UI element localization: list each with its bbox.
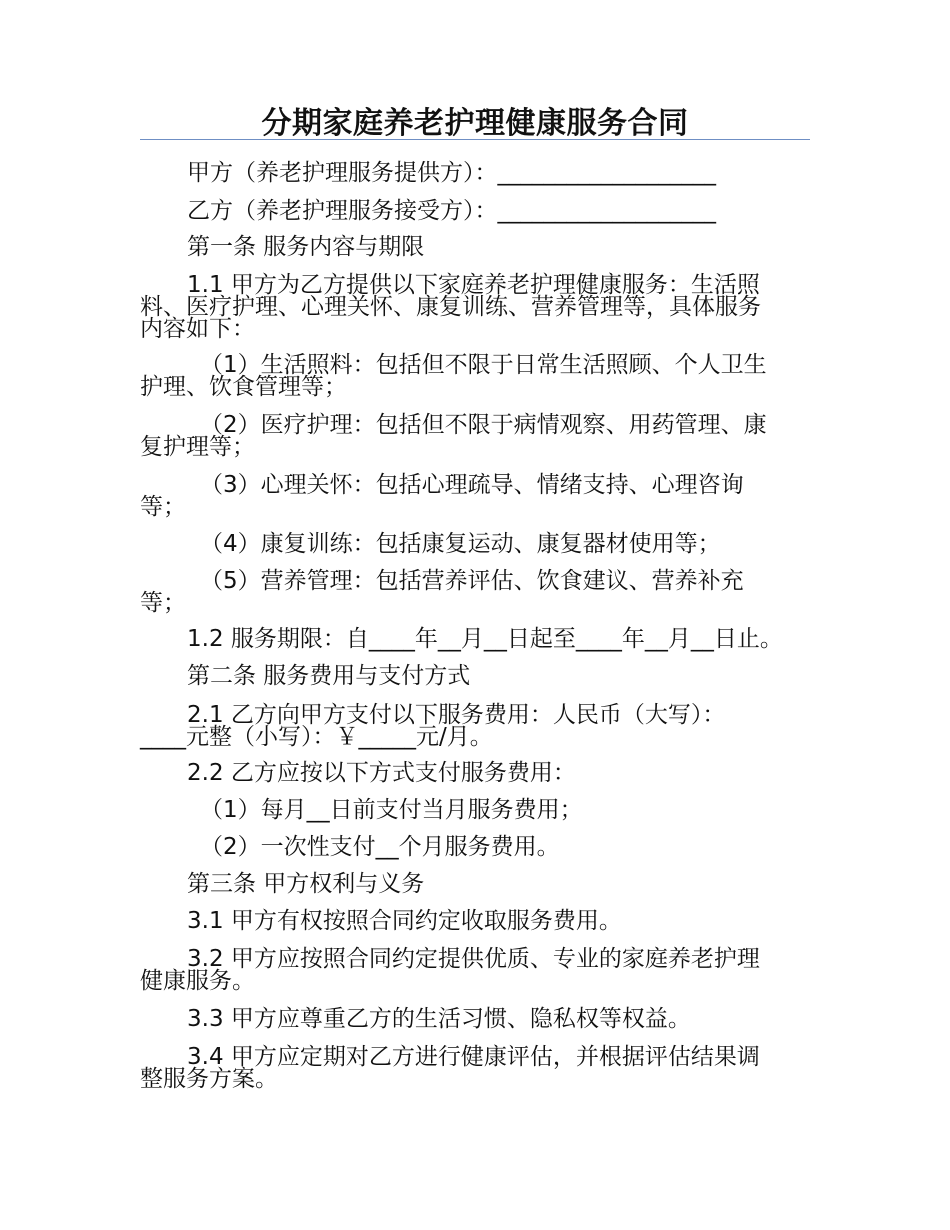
article-3-heading: 第三条 甲方权利与义务 (187, 871, 425, 897)
article-1-heading: 第一条 服务内容与期限 (187, 234, 425, 260)
item-1-daily-care: （1）生活照料：包括但不限于日常生活照顾、个人卫生 护理、饮食管理等； (140, 352, 767, 400)
clause-2-2-payment: 2.2 乙方应按以下方式支付服务费用： (187, 760, 576, 786)
document-title: 分期家庭养老护理健康服务合同 (261, 106, 689, 141)
clause-3-3: 3.3 甲方应尊重乙方的生活习惯、隐私权等权益。 (187, 1006, 691, 1032)
clause-2-1-fee: 2.1 乙方向甲方支付以下服务费用：人民币（大写）： ____元整（小写）：￥_____元/月。 (140, 702, 726, 750)
article-2-heading: 第二条 服务费用与支付方式 (187, 663, 471, 689)
clause-3-1: 3.1 甲方有权按照合同约定收取服务费用。 (187, 908, 622, 934)
item-5-nutrition: （5）营养管理：包括营养评估、饮食建议、营养补充 等； (140, 568, 744, 616)
title-underline (140, 139, 810, 140)
clause-1-1: 1.1 甲方为乙方提供以下家庭养老护理健康服务：生活照 料、医疗护理、心理关怀、康复训练、营养管理等，具体服务 内容如下： (140, 272, 761, 342)
item-4-rehab-training: （4）康复训练：包括康复运动、康复器材使用等； (200, 531, 721, 557)
clause-3-2: 3.2 甲方应按照合同约定提供优质、专业的家庭养老护理 健康服务。 (140, 946, 760, 994)
party-a-line: 甲方（养老护理服务提供方）：___________________ (187, 160, 716, 186)
item-2-medical-care: （2）医疗护理：包括但不限于病情观察、用药管理、康 复护理等； (140, 412, 767, 460)
clause-1-2-term: 1.2 服务期限：自____年__月__日起至____年__月__日止。 (187, 626, 783, 652)
party-b-line: 乙方（养老护理服务接受方）：___________________ (187, 198, 716, 224)
item-3-psychological-care: （3）心理关怀：包括心理疏导、情绪支持、心理咨询 等； (140, 472, 744, 520)
payment-option-2: （2）一次性支付__个月服务费用。 (200, 834, 560, 860)
clause-3-4: 3.4 甲方应定期对乙方进行健康评估，并根据评估结果调 整服务方案。 (140, 1044, 760, 1092)
payment-option-1: （1）每月__日前支付当月服务费用； (200, 797, 583, 823)
